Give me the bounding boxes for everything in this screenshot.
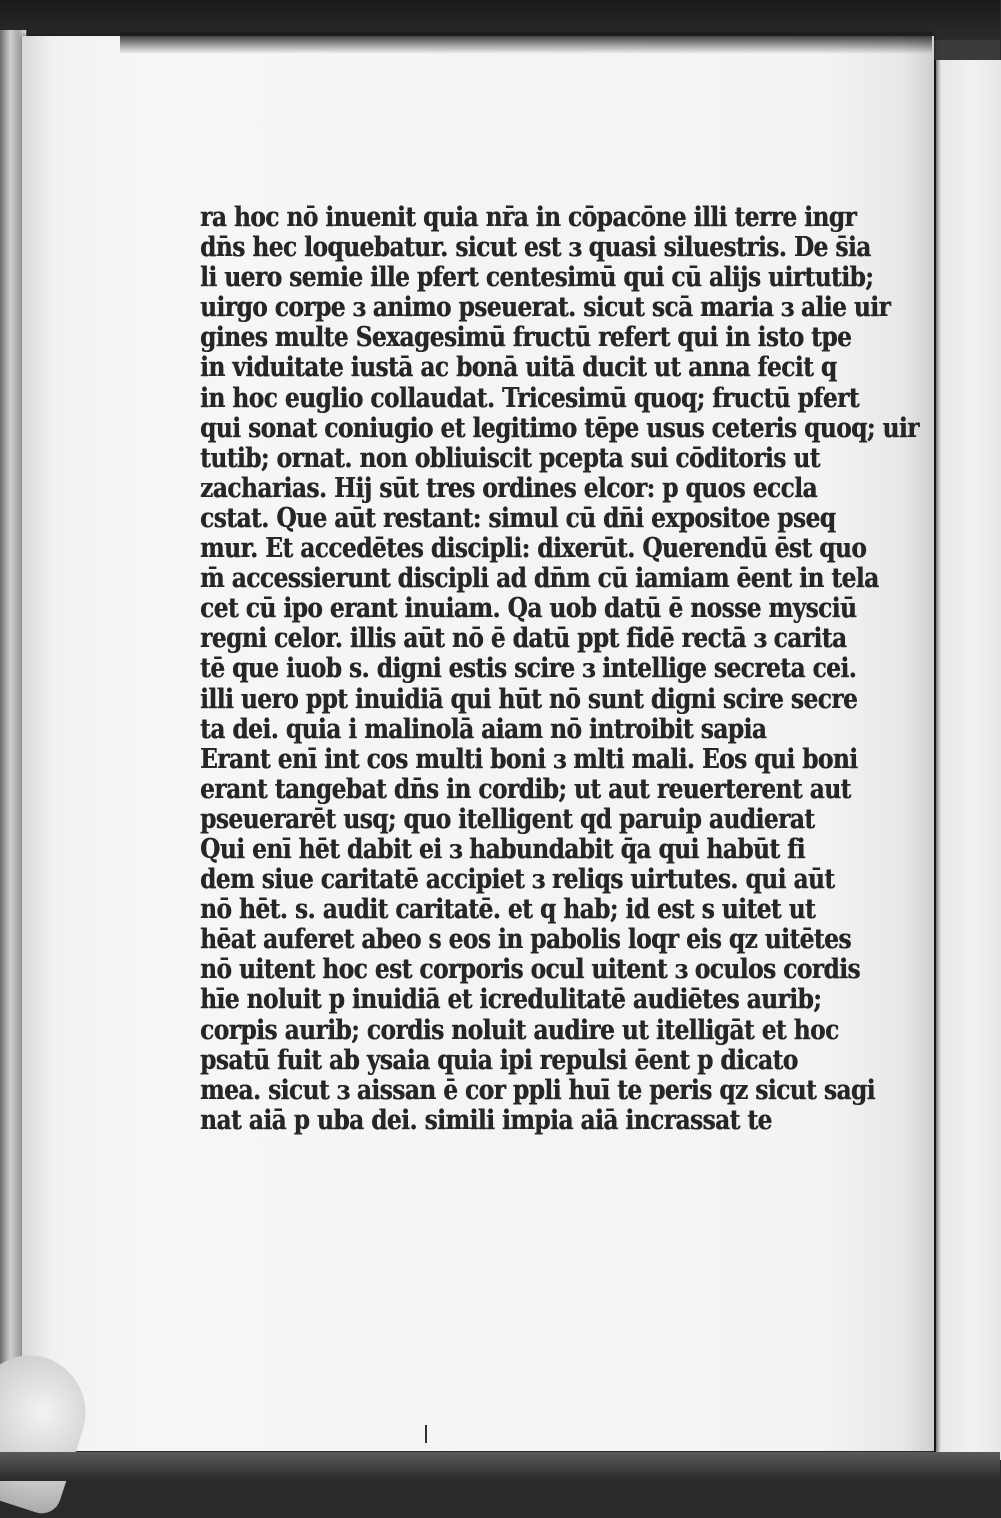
text-line: tē que iuob s. digni estis scire ɜ intellige secreta cei.: [200, 653, 857, 685]
text-line: pseuerarēt usq; quo itelligent qd paruip audierat: [200, 803, 815, 835]
text-line: nat aiā p uba dei. simili impia aiā incrassat te: [200, 1104, 772, 1136]
text-line: Qui enī hēt dabit ei ɜ habundabit q̄a qui habūt fi: [200, 833, 805, 865]
text-line: psatū fuit ab ysaia quia ipi repulsi ēent p dicato: [200, 1044, 798, 1076]
text-line: erant tangebat dn̄s in cordib; ut aut reuerterent aut: [200, 773, 851, 805]
text-line: zacharias. Hij sūt tres ordines elcor: p quos eccla: [200, 472, 817, 504]
text-line: ta dei. quia i malinolā aiam nō introibit sapia: [200, 713, 767, 745]
text-line: corpis aurib; cordis noluit audire ut itelligāt et hoc: [200, 1014, 839, 1046]
facing-page-edge: [932, 60, 1001, 1460]
background-bottom: [0, 1452, 1000, 1481]
text-line: dem siue caritatē accipiet ɜ reliqs uirtutes. qui aūt: [200, 864, 835, 896]
text-line: qui sonat coniugio et legitimo tēpe usus ceteris quoq; uir: [200, 412, 919, 444]
text-line: hīe noluit p inuidiā et icredulitatē audiētes aurib;: [200, 984, 822, 1016]
text-line: illi uero ppt inuidiā qui hūt nō sunt digni scire secre: [200, 683, 858, 715]
text-line: gines multe Sexagesimū fructū refert qui in isto tpe: [200, 322, 852, 354]
text-line: uirgo corpe ɜ animo pseuerat. sicut scā maria ɜ alie uir: [200, 292, 891, 324]
text-line: mea. sicut ɜ aissan ē cor ppli huī te peris qz sicut sagi: [200, 1074, 875, 1106]
text-line: mur. Et accedētes discipli: dixerūt. Querendū ēst quo: [200, 533, 867, 565]
page-mark: [425, 1425, 427, 1443]
text-line: dn̄s hec loquebatur. sicut est ɜ quasi siluestris. De s̄ia: [200, 232, 871, 264]
text-line: li uero semie ille pfert centesimū qui cū alijs uirtutib;: [200, 262, 874, 294]
text-line: in viduitate iustā ac bonā uitā ducit ut anna fecit q: [200, 352, 837, 384]
manuscript-text-block: [200, 202, 919, 1136]
text-line: cstat. Que aūt restant: simul cū dn̄i expositoe pseq: [200, 502, 836, 534]
text-line: nō uitent hoc est corporis ocul uitent ɜ oculos cordis: [200, 954, 860, 986]
text-line: hēat auferet abeo s eos in pabolis loqr eis qz uitētes: [200, 924, 851, 956]
text-line: ra hoc nō inuenit quia nr̄a in cōpacōne illi terre ingr: [200, 202, 857, 233]
text-line: nō hēt. s. audit caritatē. et q hab; id est s uitet ut: [200, 894, 816, 926]
text-line: Erant enī int cos multi boni ɜ mlti mali. Eos qui boni: [200, 743, 858, 775]
text-line: regni celor. illis aūt nō ē datū ppt fidē rectā ɜ carita: [200, 623, 847, 655]
text-line: in hoc euglio collaudat. Tricesimū quoq; fructū pfert: [200, 382, 859, 414]
page-top-shadow: [120, 32, 932, 54]
text-line: m̄ accessierunt discipli ad dn̄m cū iamiam ēent in tela: [200, 563, 879, 595]
text-line: tutib; ornat. non obliuiscit pcepta sui cōditoris ut: [200, 442, 820, 474]
text-line: cet cū ipo erant inuiam. Qa uob datū ē nosse mysciū: [200, 593, 857, 625]
